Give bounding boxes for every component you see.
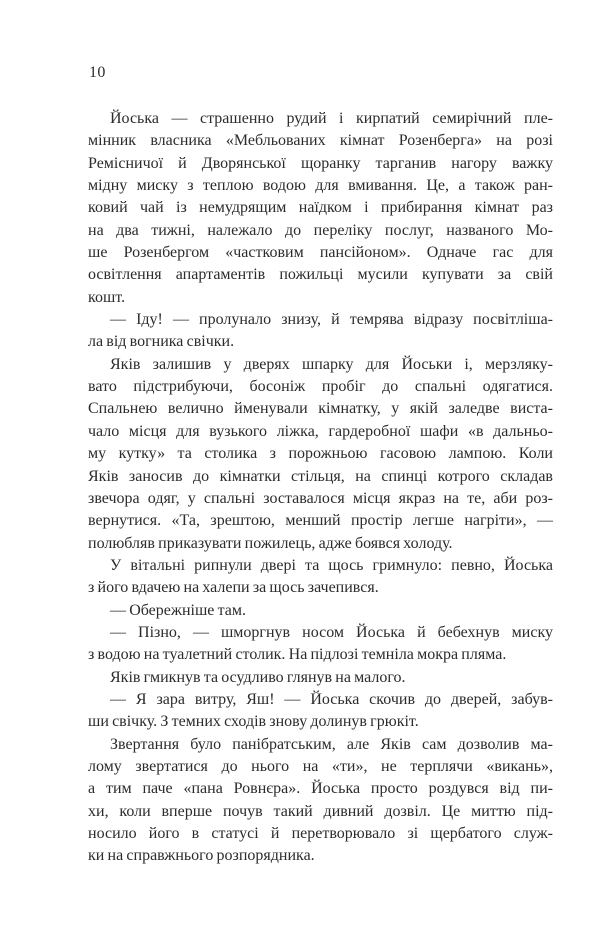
text-line: — Обережніше там. xyxy=(110,601,246,619)
text-line: Звертання було панібратським, але Яків сам дозволив ма- xyxy=(110,735,553,753)
text-line: ковий чай із немудрящим наїдком і прибирання кімнат раз xyxy=(88,199,553,217)
text-line: — Я зара витру, Яш! — Йоська скочив до дверей, забув- xyxy=(110,690,553,708)
text-line: Спальнею велично йменували кімнатку, у якій заледве виста- xyxy=(88,400,553,418)
text-line: ла від вогника свічки. xyxy=(88,333,235,351)
text-line: ки на справжнього розпорядника. xyxy=(88,847,315,865)
paragraph xyxy=(88,667,553,689)
text-line: Ремісничої й Дворянської щоранку тарганив нагору важку xyxy=(88,154,553,172)
paragraph xyxy=(88,555,553,600)
text-line: — Пізно, — шморгнув носом Йоська й бебехнув миску xyxy=(110,623,553,641)
text-line: хи, коли вперше почув такий дивний дозвіл. Це миттю під- xyxy=(88,802,553,820)
text-line: мінник власника «Мебльованих кімнат Розенберга» на розі xyxy=(88,132,553,150)
text-line: вернутися. «Та, зрештою, менший простір легше нагріти», — xyxy=(88,512,553,530)
paragraph xyxy=(88,354,553,555)
text-line: мідну миску з теплою водою для вмивання. Це, а також ран- xyxy=(88,177,553,195)
text-line: — Іду! — пролунало знизу, й темрява відразу посвітліша- xyxy=(110,311,553,329)
text-line: му кутку» та столика з порожньою гасовою лампою. Коли xyxy=(88,445,553,463)
paragraph xyxy=(88,689,553,734)
text-line: лому звертатися до нього на «ти», не терплячи «викань», xyxy=(88,757,553,775)
paragraph xyxy=(88,622,553,667)
paragraph xyxy=(88,600,553,622)
text-line: з його вдачею на халепи за щось зачепився. xyxy=(88,579,379,597)
text-line: з водою на туалетний столик. На підлозі темніла мокра пляма. xyxy=(88,646,507,664)
text-line: Йоська — страшенно рудий і кирпатий семирічний пле- xyxy=(110,110,553,127)
text-line: кошт. xyxy=(88,288,126,306)
text-line: Яків залишив у дверях шпарку для Йоськи і, мерзляку- xyxy=(110,355,553,373)
text-line: полюбляв приказувати пожилець, адже боявся холоду. xyxy=(88,534,453,552)
text-line: звечора одяг, у спальні зоставалося місця якраз на те, аби роз- xyxy=(88,489,553,507)
page-number: 10 xyxy=(89,64,106,81)
text-line: Яків гмикнув та осудливо глянув на малого. xyxy=(110,668,406,686)
text-block xyxy=(88,108,553,868)
text-line: Яків заносив до кімнатки стільця, на спинці котрого складав xyxy=(88,467,553,485)
text-line: У вітальні рипнули двері та щось гримнуло: певно, Йоська xyxy=(110,556,553,574)
text-line: вато підстрибуючи, босоніж пробіг до спальні одягатися. xyxy=(88,378,553,396)
text-line: ше Розенбергом «частковим пансійоном». Одначе гас для xyxy=(88,244,553,262)
paragraph xyxy=(88,309,553,354)
text-line: освітлення апартаментів пожильці мусили купувати за свій xyxy=(88,266,553,284)
text-line: а тим паче «пана Ровнєра». Йоська просто роздувся від пи- xyxy=(88,780,553,798)
text-line: чало місця для вузького ліжка, гардеробної шафи «в дальньо- xyxy=(88,422,553,440)
paragraph xyxy=(88,734,553,868)
text-line: носило його в статусі й перетворювало зі щербатого служ- xyxy=(88,825,553,842)
text-line: ши свічку. З темних сходів знову долинув грюкіт. xyxy=(88,713,419,731)
text-line: на два тижні, належало до переліку послуг, названого Мо- xyxy=(88,221,553,239)
paragraph xyxy=(88,108,553,309)
